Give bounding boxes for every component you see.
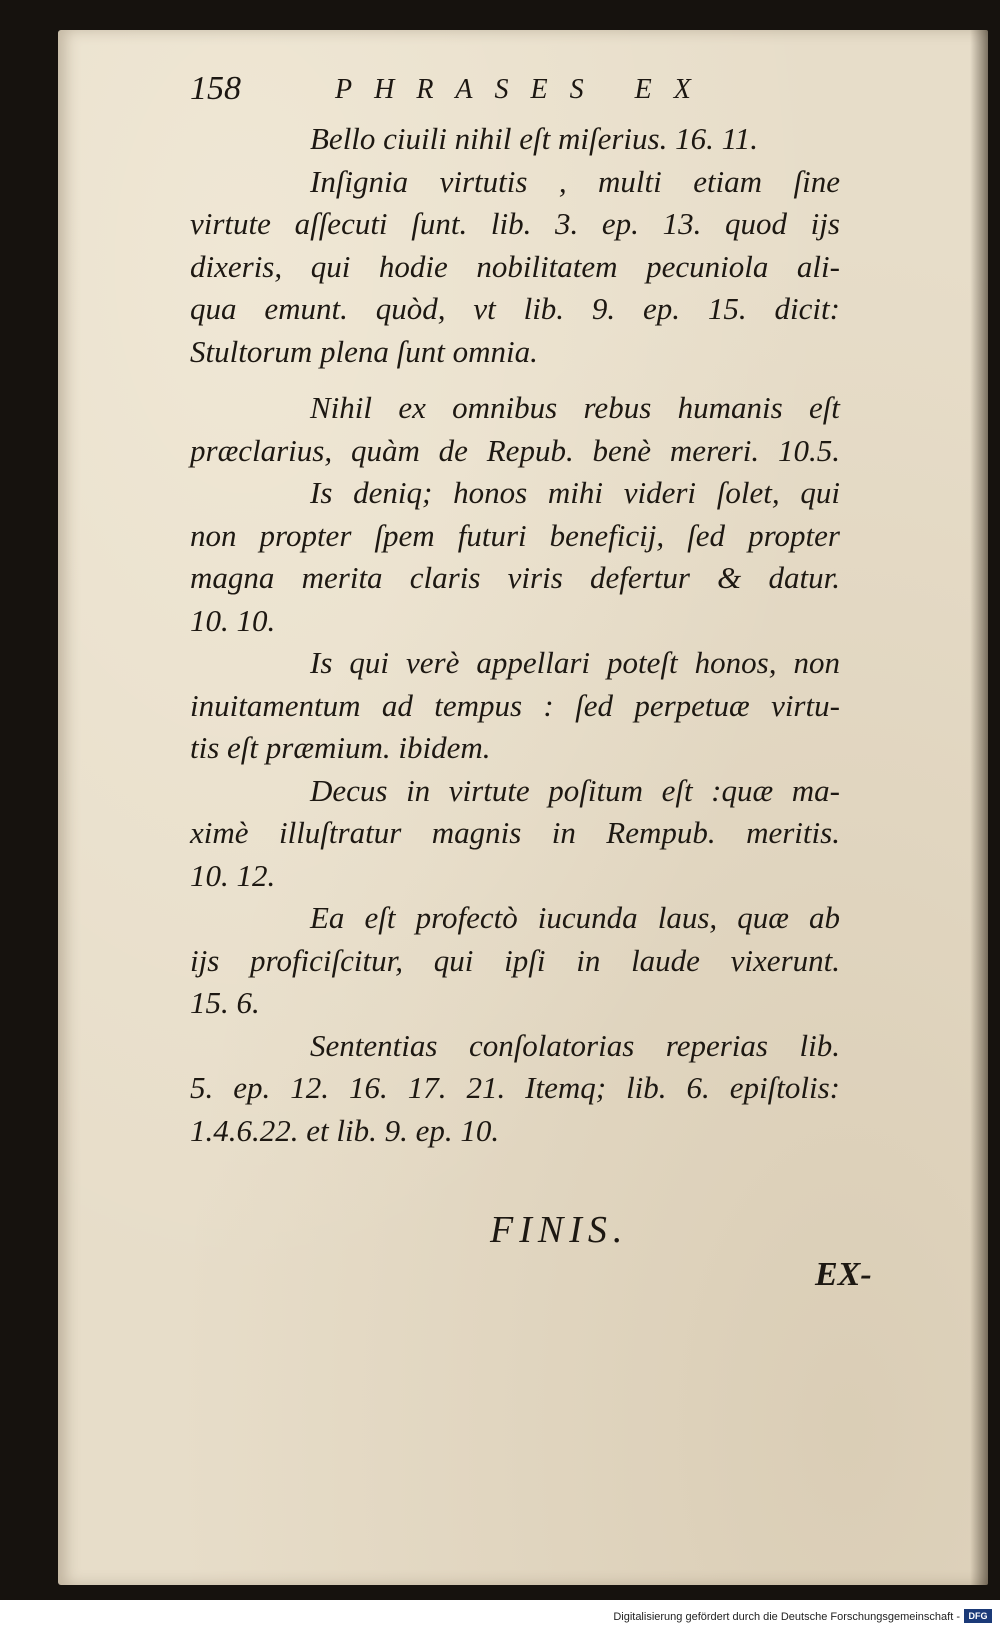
text-line <box>190 246 840 289</box>
word: eſt <box>661 772 693 808</box>
text-line <box>190 430 840 473</box>
word: 13. <box>662 206 702 241</box>
word: ſunt. <box>411 206 468 241</box>
dfg-logo: DFG <box>964 1609 992 1623</box>
word: rebus <box>583 390 652 425</box>
word: hodie <box>378 248 448 284</box>
word: in <box>551 815 576 850</box>
word: ſolet, <box>716 475 780 510</box>
word: in <box>576 942 601 978</box>
word: ab <box>808 900 840 935</box>
word: præclarius, <box>190 432 333 468</box>
text-line <box>190 557 840 600</box>
word: ali- <box>796 248 840 284</box>
word: 5. <box>190 1070 214 1105</box>
word: honos, <box>694 645 777 680</box>
word: laude <box>631 942 700 978</box>
running-head: PHRASES EX <box>335 74 713 105</box>
finis-mark: FINIS. <box>490 1209 629 1251</box>
word: ſed <box>687 517 726 553</box>
word: humanis <box>677 390 783 425</box>
word: datur. <box>768 560 840 595</box>
text-line: Stultorum plena ſunt omnia. <box>190 333 538 369</box>
word: in <box>406 772 431 808</box>
word: viris <box>507 560 563 595</box>
word: illuſtratur <box>278 815 402 850</box>
word: defertur <box>590 560 690 595</box>
word: qua <box>190 291 237 326</box>
word: benè <box>592 432 652 468</box>
page-number: 158 <box>190 70 241 107</box>
word: quàm <box>350 432 420 468</box>
word: 12. <box>290 1070 329 1105</box>
word: Decus <box>310 772 388 808</box>
word: quòd, <box>375 291 446 326</box>
word: & <box>717 560 742 595</box>
catchword: EX- <box>815 1256 872 1293</box>
word: honos <box>453 475 528 510</box>
text-line <box>190 770 840 813</box>
word: lib. <box>799 1027 840 1063</box>
word: ad <box>381 687 413 723</box>
word: etiam <box>693 163 763 199</box>
word: , <box>558 163 567 199</box>
footer-credit: Digitalisierung gefördert durch die Deutsche Forschungsgemeinschaft - <box>613 1611 960 1623</box>
word: dicit: <box>774 291 840 326</box>
word: ep. <box>643 291 681 326</box>
word: Nihil <box>310 390 373 425</box>
word: ex <box>398 390 426 425</box>
word: aſſecuti <box>294 206 388 241</box>
word: proficiſcitur, <box>250 942 404 978</box>
footer-bar <box>0 1600 1000 1629</box>
word: virtu- <box>771 687 840 723</box>
text-line <box>190 161 840 204</box>
word: lib. <box>490 206 532 241</box>
word: verè <box>406 645 460 680</box>
text-line <box>190 472 840 515</box>
word: non <box>190 517 237 553</box>
word: ijs <box>810 206 840 241</box>
word: 3. <box>555 206 579 241</box>
word: : <box>543 687 554 723</box>
word: epiſtolis: <box>729 1070 840 1105</box>
text-line: tis eſt præmium. ibidem. <box>190 730 491 765</box>
word: conſolatorias <box>468 1027 635 1063</box>
word: ep. <box>601 206 639 241</box>
word: laus, <box>657 900 718 935</box>
word: 6. <box>686 1070 710 1105</box>
text-line <box>190 685 840 728</box>
word: perpetuæ <box>634 687 750 723</box>
word: ximè <box>190 815 249 850</box>
word: virtutis <box>439 163 528 199</box>
word: 17. <box>407 1070 447 1105</box>
word: lib. <box>523 291 565 326</box>
text-line <box>190 897 840 940</box>
word: vt <box>473 291 496 326</box>
word: pecuniola <box>646 248 769 284</box>
text-line <box>190 203 840 246</box>
page-header <box>190 70 840 114</box>
word: dixeris, <box>190 248 283 284</box>
text-line: 10. 10. <box>190 602 276 638</box>
word: qui <box>433 942 474 978</box>
word: magna <box>190 560 275 595</box>
word: quod <box>724 206 787 241</box>
word: lib. <box>626 1070 667 1105</box>
word: Is <box>310 475 333 510</box>
word: vixerunt. <box>730 942 840 978</box>
word: ſine <box>793 163 840 199</box>
word: iucunda <box>537 900 638 935</box>
text-line <box>190 812 840 855</box>
word: magnis <box>431 815 522 850</box>
text-line <box>190 515 840 558</box>
word: ep. <box>233 1070 271 1105</box>
word: ſed <box>575 687 613 723</box>
word: 15. <box>707 291 747 326</box>
word: de <box>438 432 468 468</box>
word: Sententias <box>310 1027 438 1063</box>
word: nobilitatem <box>476 248 618 284</box>
word: Repub. <box>486 432 574 468</box>
word: 9. <box>591 291 616 326</box>
word: qui <box>800 475 840 510</box>
word: meritis. <box>746 815 840 850</box>
word: propter <box>748 517 840 553</box>
word: ſpem <box>374 517 435 553</box>
word: futuri <box>457 517 527 553</box>
word: Rempub. <box>606 815 716 850</box>
text-line <box>190 642 840 685</box>
word: omnibus <box>452 390 558 425</box>
word: eſt <box>364 900 396 935</box>
word: multi <box>598 163 662 199</box>
word: merita <box>301 560 383 595</box>
word: claris <box>409 560 481 595</box>
word: deniq; <box>353 475 433 510</box>
word: videri <box>623 475 697 510</box>
word: non <box>793 645 840 680</box>
body-text <box>190 118 840 1152</box>
word: mihi <box>547 475 603 510</box>
word: 10.5. <box>777 432 840 468</box>
word: :quæ <box>711 772 774 808</box>
word: Is <box>310 645 333 680</box>
word: profectò <box>415 900 518 935</box>
word: poteſt <box>607 645 678 680</box>
word: Itemq; <box>525 1070 607 1105</box>
text-line <box>190 387 840 430</box>
text-line: 10. 12. <box>190 857 276 893</box>
word: 16. <box>348 1070 388 1105</box>
word: virtute <box>448 772 530 808</box>
text-line: Bello ciuili nihil eſt miſerius. 16. 11. <box>310 121 759 156</box>
word: mereri. <box>669 432 760 468</box>
page-edge-shadow <box>970 30 988 1585</box>
word: quæ <box>737 900 789 935</box>
text-line <box>190 1067 840 1110</box>
word: poſitum <box>548 772 643 808</box>
text-line: 1.4.6.22. et lib. 9. ep. 10. <box>190 1112 500 1148</box>
word: ijs <box>190 942 220 978</box>
word: reperias <box>665 1027 768 1063</box>
word: ipſi <box>504 942 546 978</box>
word: qui <box>310 248 351 284</box>
word: ma- <box>791 772 840 808</box>
word: Ea <box>310 900 345 935</box>
word: beneficij, <box>549 517 665 553</box>
word: emunt. <box>264 291 348 326</box>
word: qui <box>349 645 390 680</box>
text-line <box>190 288 840 331</box>
text-line <box>190 940 840 983</box>
word: 21. <box>466 1070 506 1105</box>
text-line <box>190 1025 840 1068</box>
word: propter <box>259 517 352 553</box>
word: inuitamentum <box>190 687 361 723</box>
word: Inſignia <box>310 163 409 199</box>
word: virtute <box>190 206 271 241</box>
text-line: 15. 6. <box>190 985 260 1020</box>
word: tempus <box>434 687 523 723</box>
word: appellari <box>476 645 591 680</box>
word: eſt <box>808 390 840 425</box>
